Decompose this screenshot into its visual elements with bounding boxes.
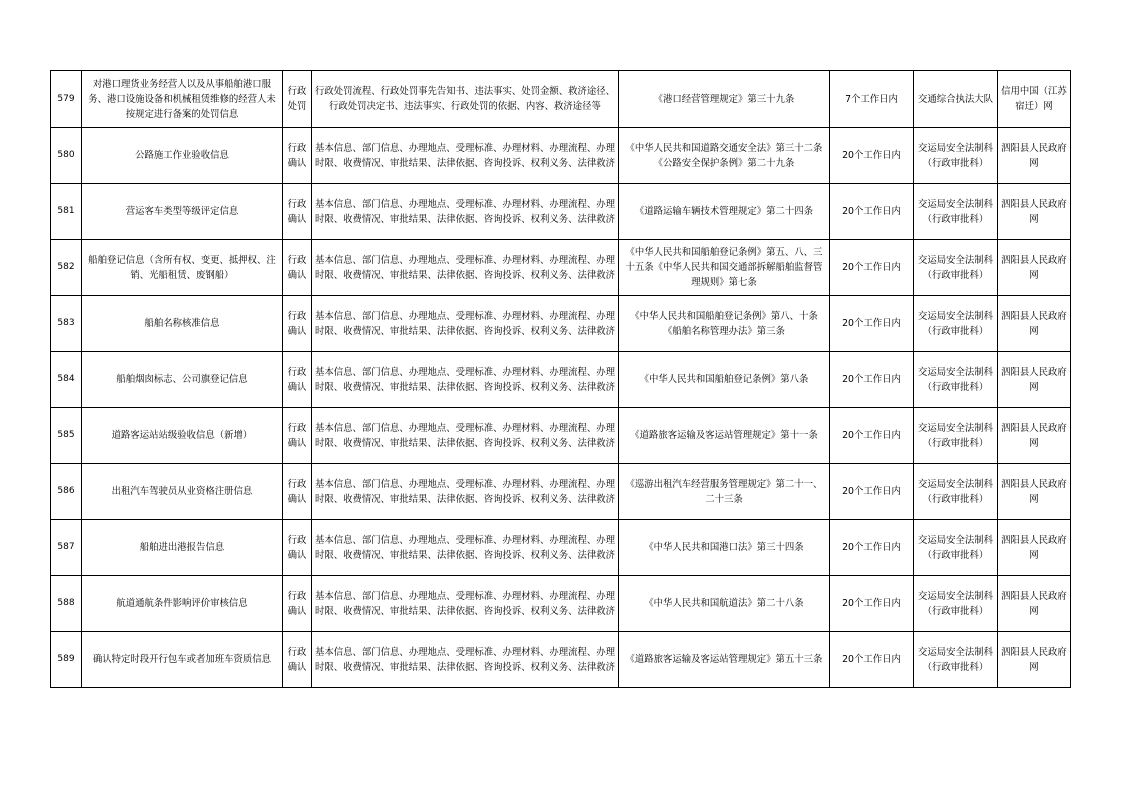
row-number: 586 <box>51 464 82 520</box>
item-category: 行政确认 <box>283 408 312 464</box>
disclosure-content: 基本信息、部门信息、办理地点、受理标准、办理材料、办理流程、办理时限、收费情况、审批结果、法律依据、咨询投诉、权利义务、法律救济 <box>312 408 619 464</box>
disclosure-channel: 泗阳县人民政府网 <box>998 464 1071 520</box>
row-number: 583 <box>51 296 82 352</box>
legal-basis: 《中华人民共和国航道法》第二十八条 <box>619 576 830 632</box>
table-row <box>51 184 1071 240</box>
disclosure-deadline: 20个工作日内 <box>830 240 914 296</box>
table-row <box>51 576 1071 632</box>
disclosure-channel: 泗阳县人民政府网 <box>998 632 1071 688</box>
legal-basis: 《道路旅客运输及客运站管理规定》第十一条 <box>619 408 830 464</box>
disclosure-deadline: 20个工作日内 <box>830 352 914 408</box>
item-name: 营运客车类型等级评定信息 <box>82 184 283 240</box>
item-category: 行政确认 <box>283 184 312 240</box>
disclosure-deadline: 7个工作日内 <box>830 71 914 128</box>
disclosure-deadline: 20个工作日内 <box>830 408 914 464</box>
table-row <box>51 352 1071 408</box>
responsible-department: 交通综合执法大队 <box>914 71 998 128</box>
disclosure-content: 基本信息、部门信息、办理地点、受理标准、办理材料、办理流程、办理时限、收费情况、审批结果、法律依据、咨询投诉、权利义务、法律救济 <box>312 576 619 632</box>
responsible-department: 交运局安全法制科（行政审批科） <box>914 296 998 352</box>
row-number: 581 <box>51 184 82 240</box>
item-name: 船舶烟囱标志、公司旗登记信息 <box>82 352 283 408</box>
responsible-department: 交运局安全法制科（行政审批科） <box>914 464 998 520</box>
disclosure-content: 基本信息、部门信息、办理地点、受理标准、办理材料、办理流程、办理时限、收费情况、审批结果、法律依据、咨询投诉、权利义务、法律救济 <box>312 240 619 296</box>
item-category: 行政确认 <box>283 240 312 296</box>
legal-basis: 《中华人民共和国港口法》第三十四条 <box>619 520 830 576</box>
responsible-department: 交运局安全法制科（行政审批科） <box>914 576 998 632</box>
disclosure-deadline: 20个工作日内 <box>830 464 914 520</box>
item-category: 行政确认 <box>283 128 312 184</box>
disclosure-channel: 泗阳县人民政府网 <box>998 240 1071 296</box>
table-row <box>51 520 1071 576</box>
disclosure-table <box>50 70 1071 688</box>
disclosure-content: 行政处罚流程、行政处罚事先告知书、违法事实、处罚金额、救济途径、行政处罚决定书、违法事实、行政处罚的依据、内容、救济途径等 <box>312 71 619 128</box>
item-name: 对港口理货业务经营人以及从事船舶港口服务、港口设施设备和机械租赁维修的经营人未按规定进行备案的处罚信息 <box>82 71 283 128</box>
disclosure-content: 基本信息、部门信息、办理地点、受理标准、办理材料、办理流程、办理时限、收费情况、审批结果、法律依据、咨询投诉、权利义务、法律救济 <box>312 128 619 184</box>
row-number: 580 <box>51 128 82 184</box>
responsible-department: 交运局安全法制科（行政审批科） <box>914 240 998 296</box>
responsible-department: 交运局安全法制科（行政审批科） <box>914 128 998 184</box>
legal-basis: 《港口经营管理规定》第三十九条 <box>619 71 830 128</box>
disclosure-deadline: 20个工作日内 <box>830 520 914 576</box>
disclosure-content: 基本信息、部门信息、办理地点、受理标准、办理材料、办理流程、办理时限、收费情况、审批结果、法律依据、咨询投诉、权利义务、法律救济 <box>312 184 619 240</box>
table-row <box>51 240 1071 296</box>
item-category: 行政确认 <box>283 296 312 352</box>
disclosure-deadline: 20个工作日内 <box>830 296 914 352</box>
table-row <box>51 296 1071 352</box>
disclosure-deadline: 20个工作日内 <box>830 576 914 632</box>
disclosure-channel: 泗阳县人民政府网 <box>998 128 1071 184</box>
table-row <box>51 408 1071 464</box>
responsible-department: 交运局安全法制科（行政审批科） <box>914 352 998 408</box>
item-category: 行政确认 <box>283 576 312 632</box>
row-number: 587 <box>51 520 82 576</box>
item-name: 出租汽车驾驶员从业资格注册信息 <box>82 464 283 520</box>
row-number: 588 <box>51 576 82 632</box>
item-category: 行政处罚 <box>283 71 312 128</box>
responsible-department: 交运局安全法制科（行政审批科） <box>914 520 998 576</box>
legal-basis: 《中华人民共和国船舶登记条例》第八、十条《船舶名称管理办法》第三条 <box>619 296 830 352</box>
item-category: 行政确认 <box>283 352 312 408</box>
table-row <box>51 71 1071 128</box>
item-name: 船舶登记信息（含所有权、变更、抵押权、注销、光船租赁、废钢船） <box>82 240 283 296</box>
legal-basis: 《中华人民共和国船舶登记条例》第五、八、三十五条《中华人民共和国交通部拆解船舶监督管理规则》第七条 <box>619 240 830 296</box>
disclosure-channel: 泗阳县人民政府网 <box>998 520 1071 576</box>
table-row <box>51 464 1071 520</box>
table-row <box>51 632 1071 688</box>
item-name: 船舶进出港报告信息 <box>82 520 283 576</box>
disclosure-deadline: 20个工作日内 <box>830 128 914 184</box>
item-category: 行政确认 <box>283 632 312 688</box>
disclosure-channel: 泗阳县人民政府网 <box>998 408 1071 464</box>
legal-basis: 《巡游出租汽车经营服务管理规定》第二十一、二十三条 <box>619 464 830 520</box>
item-category: 行政确认 <box>283 464 312 520</box>
legal-basis: 《道路运输车辆技术管理规定》第二十四条 <box>619 184 830 240</box>
item-name: 确认特定时段开行包车或者加班车资质信息 <box>82 632 283 688</box>
item-category: 行政确认 <box>283 520 312 576</box>
legal-basis: 《道路旅客运输及客运站管理规定》第五十三条 <box>619 632 830 688</box>
disclosure-deadline: 20个工作日内 <box>830 632 914 688</box>
disclosure-channel: 泗阳县人民政府网 <box>998 576 1071 632</box>
legal-basis: 《中华人民共和国道路交通安全法》第三十二条《公路安全保护条例》第二十九条 <box>619 128 830 184</box>
row-number: 582 <box>51 240 82 296</box>
legal-basis: 《中华人民共和国船舶登记条例》第八条 <box>619 352 830 408</box>
disclosure-content: 基本信息、部门信息、办理地点、受理标准、办理材料、办理流程、办理时限、收费情况、审批结果、法律依据、咨询投诉、权利义务、法律救济 <box>312 464 619 520</box>
row-number: 579 <box>51 71 82 128</box>
row-number: 584 <box>51 352 82 408</box>
responsible-department: 交运局安全法制科（行政审批科） <box>914 632 998 688</box>
item-name: 道路客运站站级验收信息（新增） <box>82 408 283 464</box>
disclosure-channel: 泗阳县人民政府网 <box>998 296 1071 352</box>
item-name: 公路施工作业验收信息 <box>82 128 283 184</box>
disclosure-channel: 泗阳县人民政府网 <box>998 352 1071 408</box>
disclosure-deadline: 20个工作日内 <box>830 184 914 240</box>
disclosure-content: 基本信息、部门信息、办理地点、受理标准、办理材料、办理流程、办理时限、收费情况、审批结果、法律依据、咨询投诉、权利义务、法律救济 <box>312 296 619 352</box>
responsible-department: 交运局安全法制科（行政审批科） <box>914 184 998 240</box>
responsible-department: 交运局安全法制科（行政审批科） <box>914 408 998 464</box>
item-name: 航道通航条件影响评价审核信息 <box>82 576 283 632</box>
table-row <box>51 128 1071 184</box>
row-number: 589 <box>51 632 82 688</box>
disclosure-content: 基本信息、部门信息、办理地点、受理标准、办理材料、办理流程、办理时限、收费情况、审批结果、法律依据、咨询投诉、权利义务、法律救济 <box>312 520 619 576</box>
disclosure-channel: 信用中国（江苏宿迁）网 <box>998 71 1071 128</box>
row-number: 585 <box>51 408 82 464</box>
disclosure-content: 基本信息、部门信息、办理地点、受理标准、办理材料、办理流程、办理时限、收费情况、审批结果、法律依据、咨询投诉、权利义务、法律救济 <box>312 632 619 688</box>
disclosure-channel: 泗阳县人民政府网 <box>998 184 1071 240</box>
item-name: 船舶名称核准信息 <box>82 296 283 352</box>
disclosure-content: 基本信息、部门信息、办理地点、受理标准、办理材料、办理流程、办理时限、收费情况、审批结果、法律依据、咨询投诉、权利义务、法律救济 <box>312 352 619 408</box>
